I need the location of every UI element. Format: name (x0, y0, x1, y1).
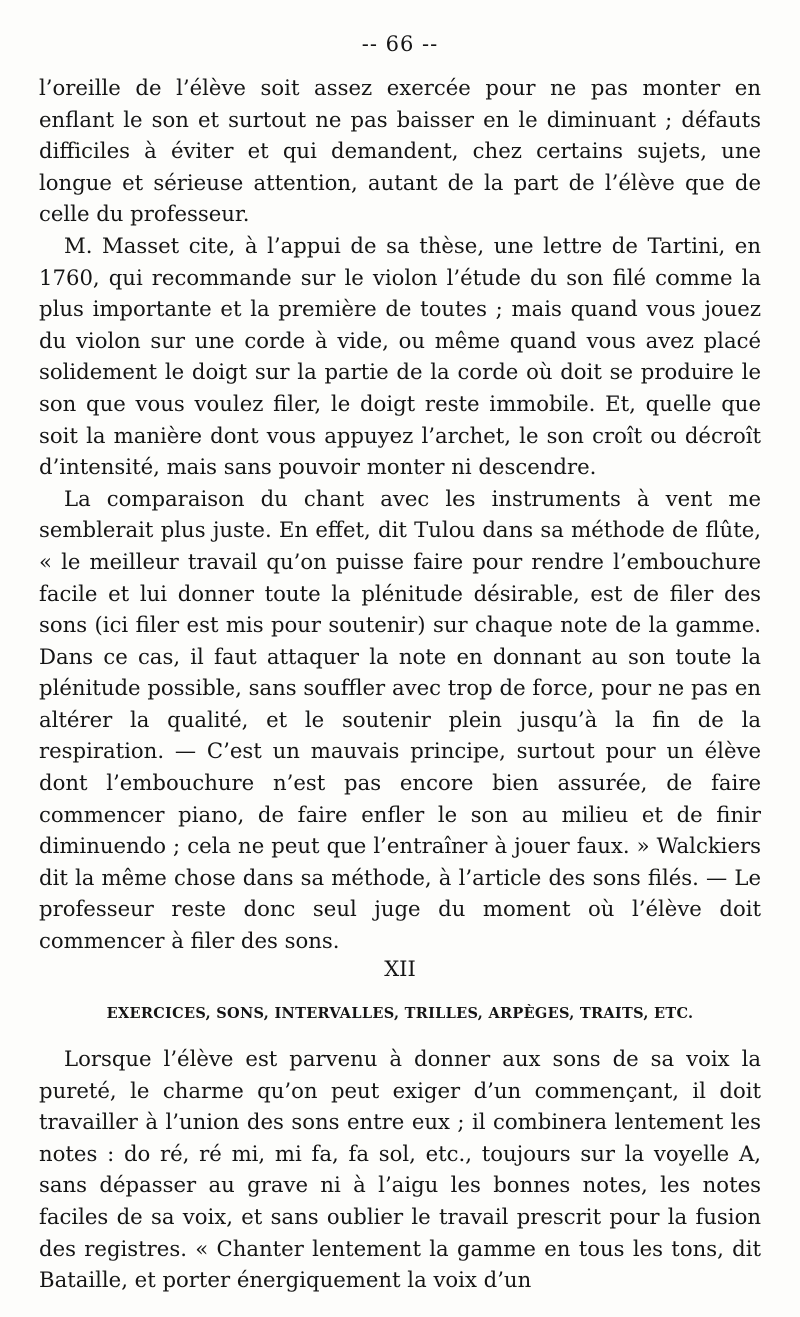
section-title: EXERCICES, SONS, INTERVALLES, TRILLES, ARPÈGES, TRAITS, ETC. (106, 1005, 694, 1022)
section-number: XII (384, 957, 416, 981)
paragraph: l’oreille de l’élève soit assez exercée pour ne pas monter en enflant le son et surtout ne pas baisser en le diminuant ; défauts difficiles à éviter et qui demandent, chez certains sujets, une longue et sérieuse attention, autant de la part de l’élève que de celle du professeur. (39, 75, 761, 227)
text-block-after-section (39, 1043, 761, 1296)
paragraph: La comparaison du chant avec les instruments à vent me semblerait plus juste. En effet, dit Tulou dans sa méthode de flûte, « le meilleur travail qu’on puisse faire pour rendre l’embouchure facile et lui donner toute la plénitude désirable, est de filer des sons (ici filer est mis pour soutenir) sur chaque note de la gamme. Dans ce cas, il faut attaquer la note en donnant au son toute la plénitude possible, sans souffler avec trop de force, pour ne pas en altérer la qualité, et le soutenir plein jusqu’à la fin de la respiration. — C’est un mauvais principe, surtout pour un élève dont l’embouchure n’est pas encore bien assurée, de faire commencer piano, de faire enfler le son au milieu et de finir diminuendo ; cela ne peut que l’entraîner à jouer faux. » Walckiers dit la même chose dans sa méthode, à l’article des sons filés. — Le professeur reste donc seul juge du moment où l’élève doit commencer à filer des sons. (39, 485, 761, 954)
page-number: -- 66 -- (361, 32, 439, 56)
text-block-before-section (39, 72, 761, 957)
paragraph: Lorsque l’élève est parvenu à donner aux sons de sa voix la pureté, le charme qu’on peut exiger d’un commençant, il doit travailler à l’union des sons entre eux ; il combinera lentement les notes : do ré, ré mi, mi fa, fa sol, etc., toujours sur la voyelle A, sans dépasser au grave ni à l’aigu les bonnes notes, les notes faciles de sa voix, et sans oublier le travail prescrit pour la fusion des registres. « Chanter lentement la gamme en tous les tons, dit Bataille, et porter énergiquement la voix d’un (39, 1046, 761, 1293)
paragraph: M. Masset cite, à l’appui de sa thèse, une lettre de Tartini, en 1760, qui recommande sur le violon l’étude du son filé comme la plus importante et la première de toutes ; mais quand vous jouez du violon sur une corde à vide, ou même quand vous avez placé solidement le doigt sur la partie de la corde où doit se produire le son que vous voulez filer, le doigt reste immobile. Et, quelle que soit la manière dont vous appuyez l’archet, le son croît ou décroît d’intensité, mais sans pouvoir monter ni descendre. (39, 232, 761, 480)
